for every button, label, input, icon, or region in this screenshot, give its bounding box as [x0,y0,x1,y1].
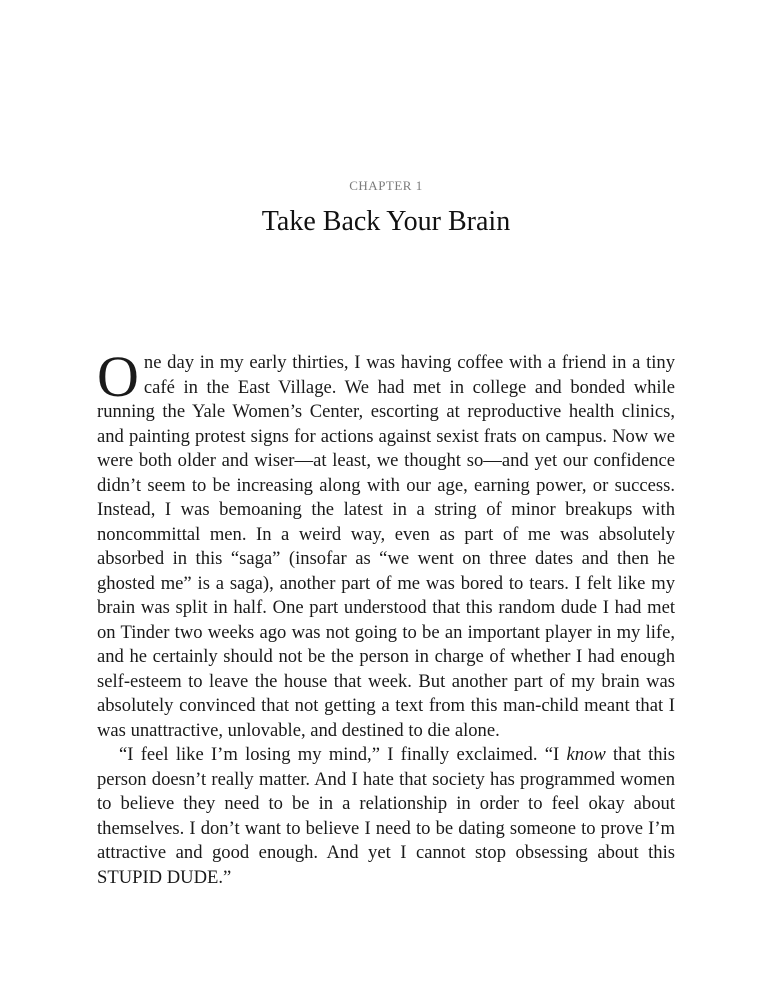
chapter-title: Take Back Your Brain [261,206,511,237]
chapter-label: CHAPTER 1 [349,178,423,193]
paragraph-2-text-b: that this person doesn’t really matter. And I hate that society has programmed women to believe they need to be in a relationship in order to feel okay about themselves. I don’t want to believe I need to be dating someone to prove I’m attractive and good enough. And yet I cannot stop obsessing about this STUPID DUDE.” [97,744,676,888]
drop-cap: O [97,344,139,409]
paragraph-2-text-a: “I feel like I’m losing my mind,” I finally exclaimed. “I [119,744,567,765]
paragraph-1 [97,344,675,743]
paragraph-1-text: ne day in my early thirties, I was having coffee with a friend in a tiny café in the East Village. We had met in college and bonded while running the Yale Women’s Center, escorting at reproductive health clinics, and painting protest signs for actions against sexist frats on campus. Now we were both older and wiser—at least, we thought so—and yet our confidence didn’t seem to be increasing along with our age, earning power, or success. Instead, I was bemoaning the latest in a string of minor breakups with noncommittal men. In a weird way, even as part of me was absolutely absorbed in this “saga” (insofar as “we went on three dates and then he ghosted me” is a saga), another part of me was bored to tears. I felt like my brain was split in half. One part understood that this random dude I had met on Tinder two weeks ago was not going to be an important player in my life, and he certainly should not be the person in charge of whether I had enough self-esteem to leave the house that week. But another part of my brain was absolutely convinced that not getting a text from this man-child meant that I was unattractive, unlovable, and destined to die alone. [97,352,675,741]
body-text [97,344,676,890]
paragraph-2-emphasis: know [566,744,606,765]
paragraph-2 [97,743,675,890]
